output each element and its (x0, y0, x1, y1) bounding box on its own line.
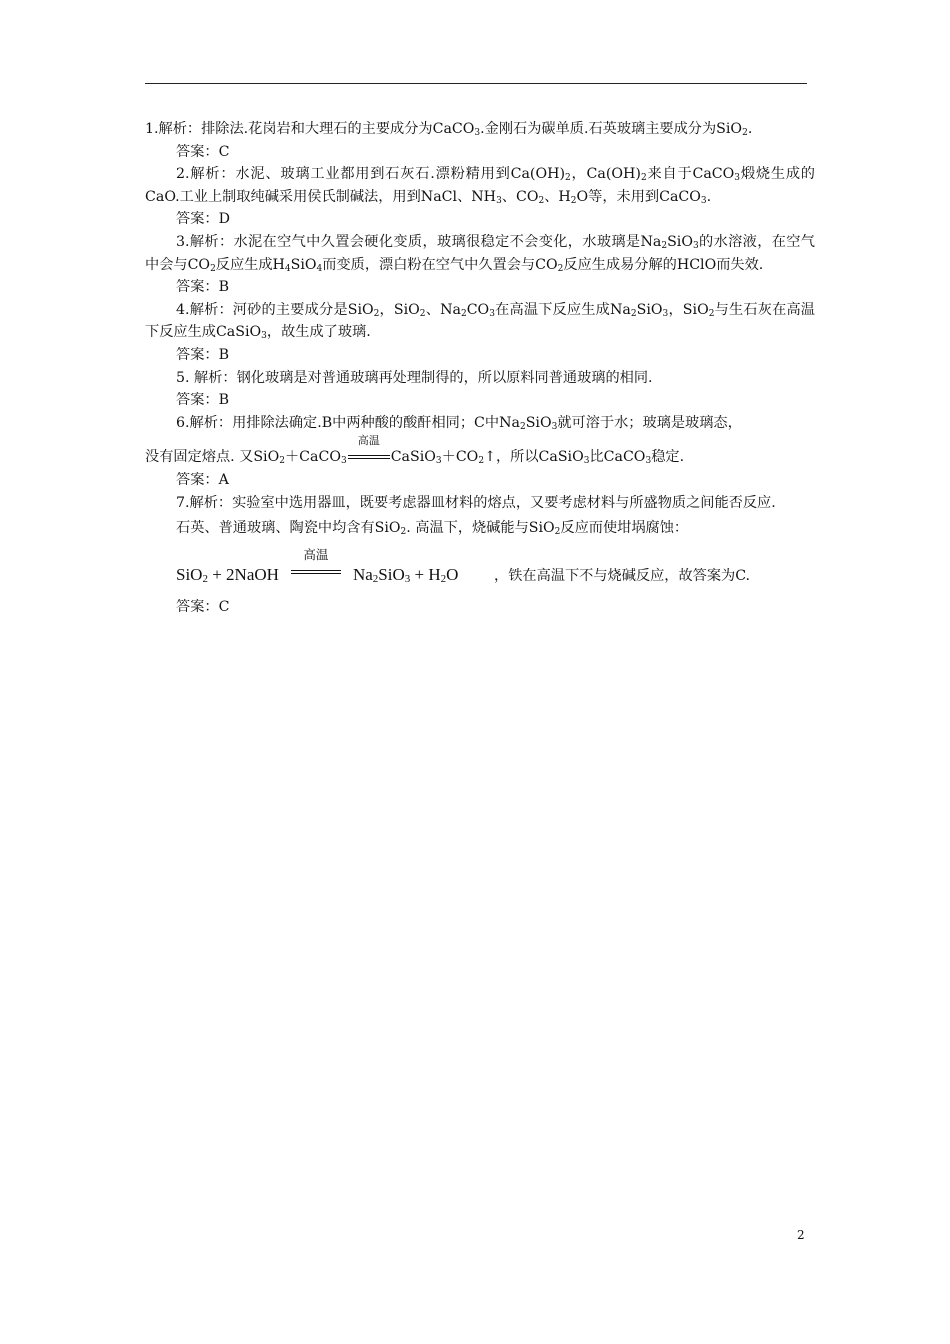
answer-5: 答案：B (176, 392, 229, 409)
chemical-equation (176, 546, 815, 590)
answer-3: 答案：B (176, 279, 229, 296)
answer-2: 答案：D (176, 211, 230, 228)
equation-tail: ，铁在高温下不与烧碱反应，故答案为C. (494, 567, 751, 584)
equation-formula: SiO$_2$ + 2NaOH 高温 $Na_2SiO_3 + H_2O$ (176, 546, 459, 585)
analysis-2: 2.解析：水泥、玻璃工业都用到石灰石.漂粉精用到$Ca(OH)_2$，$Ca(OH)_2$来自于CaCO$_3$煅烧生成的CaO.工业上制取纯碱采用侯氏制碱法，用到NaCl、$NH_3$、$CO_2$、$H_2O$等，未用到CaCO$_3$. (145, 166, 815, 206)
answer-6: 答案：A (176, 471, 229, 488)
analysis-1: 1.解析：排除法.花岗岩和大理石的主要成分为CaCO$_3$.金刚石为碳单质.石英玻璃主要成分为SiO$_2$. (145, 121, 753, 138)
answer-7: 答案：C (176, 598, 230, 615)
answer-1: 答案：C (176, 143, 230, 160)
analysis-3: 3.解析：水泥在空气中久置会硬化变质，玻璃很稳定不会变化，水玻璃是$Na_2SiO_3$的水溶液，在空气中会与$CO_2$反应生成$H_4SiO_4$而变质，漂白粉在空气中久置会与$CO_2$反应生成易分解的HClO而失效. (145, 233, 815, 274)
reaction-condition-arrow: 高温 (348, 448, 390, 462)
analysis-6: 6.解析：用排除法确定.B中两种酸的酸酐相同；C中$Na_2SiO_3$就可溶于水；玻璃是玻璃态， (176, 414, 742, 432)
analysis-7-cont: 石英、普通玻璃、陶瓷中均含有SiO$_2$. 高温下，烧碱能与SiO$_2$反应而使坩埚腐蚀： (176, 520, 689, 538)
header-rule (145, 83, 807, 84)
analysis-7: 7.解析：实验室中选用器皿，既要考虑器皿材料的熔点，又要考虑材料与所盛物质之间能否反应. (176, 494, 776, 511)
page-number: 2 (797, 1228, 805, 1242)
analysis-6-cont: 没有固定熔点. 又SiO$_2$＋CaCO$_3$ 高温 $CaSiO_3+CO_2↑$，所以CaSiO$_3$比CaCO$_3$稳定. (145, 434, 685, 467)
analysis-4: 4.解析：河砂的主要成分是SiO$_2$，SiO$_2$、$Na_2CO_3$在高温下反应生成$Na_2SiO_3$，SiO$_2$与生石灰在高温下反应生成CaSiO$_3$，故生成了玻璃. (145, 301, 815, 342)
high-temp-condition: 高温 (291, 564, 341, 580)
answer-4: 答案：B (176, 346, 229, 363)
analysis-5: 5. 解析：钢化玻璃是对普通玻璃再处理制得的，所以原料同普通玻璃的相同. (176, 369, 653, 386)
answer-content (145, 118, 815, 618)
